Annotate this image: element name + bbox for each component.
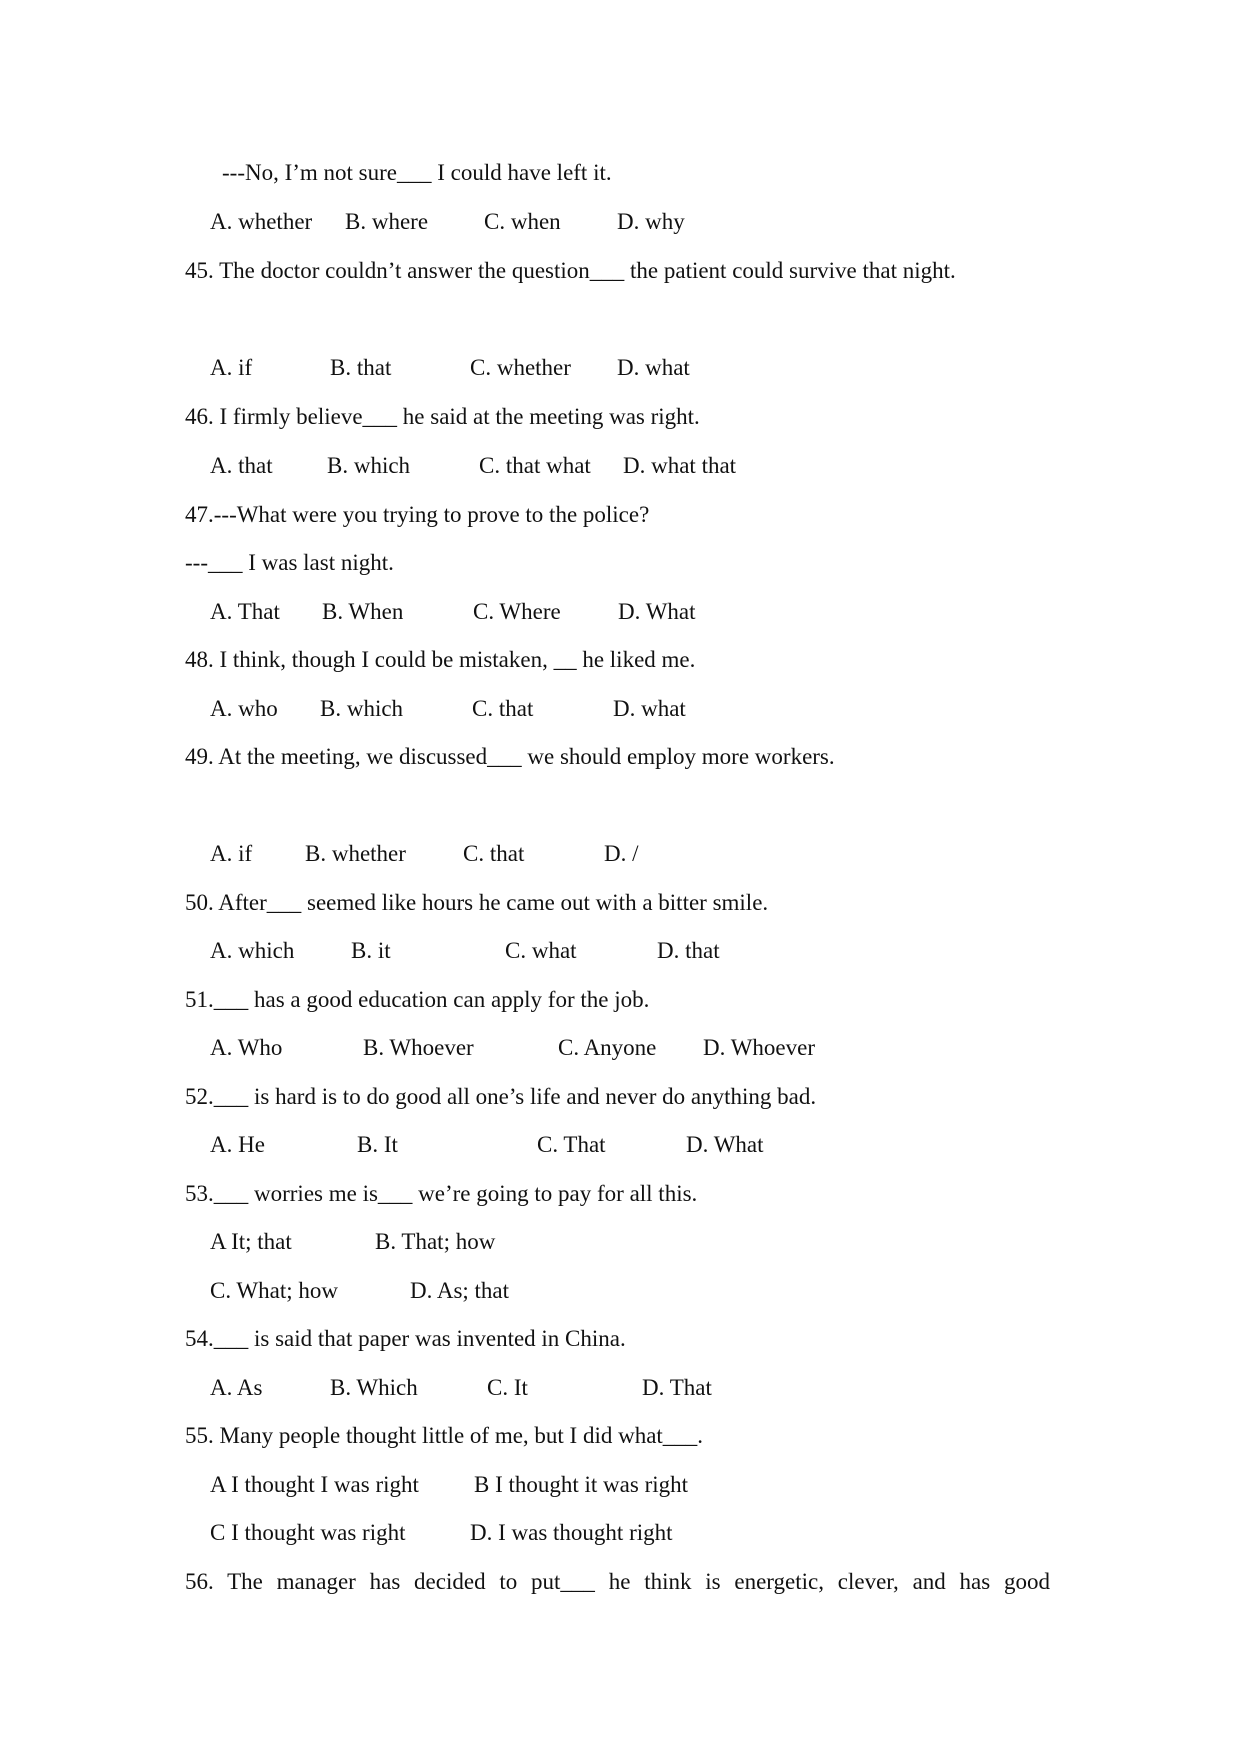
q46-option-b: B. which <box>327 453 411 478</box>
q45-option-d: D. what <box>617 355 690 380</box>
q54-option-c: C. It <box>487 1375 528 1400</box>
q49-option-b: B. whether <box>305 841 406 866</box>
q49-option-d: D. / <box>604 841 639 866</box>
q55-option-d: D. I was thought right <box>470 1520 673 1545</box>
q50-option-d: D. that <box>657 938 720 963</box>
q44-option-d: D. why <box>617 209 685 234</box>
question-49-stem: 49. At the meeting, we discussed___ we should employ more workers. <box>185 744 835 769</box>
q46-option-d: D. what that <box>623 453 737 478</box>
q47-option-d: D. What <box>618 599 696 624</box>
q52-option-d: D. What <box>686 1132 764 1157</box>
q46-option-c: C. that what <box>479 453 591 478</box>
q50-option-a: A. which <box>210 938 295 963</box>
q49-option-a: A. if <box>210 841 253 866</box>
question-47-stem: 47.---What were you trying to prove to the police? <box>185 502 650 527</box>
question-54-stem: 54.___ is said that paper was invented in China. <box>185 1326 626 1351</box>
q51-option-c: C. Anyone <box>558 1035 657 1060</box>
question-55-stem: 55. Many people thought little of me, but I did what___. <box>185 1423 704 1448</box>
q54-option-a: A. As <box>210 1375 263 1400</box>
q45-option-b: B. that <box>330 355 392 380</box>
question-45-stem: 45. The doctor couldn’t answer the question___ the patient could survive that night. <box>185 258 956 283</box>
q48-option-b: B. which <box>320 696 404 721</box>
question-48-stem: 48. I think, though I could be mistaken, __ he liked me. <box>185 647 696 672</box>
q52-option-b: B. It <box>357 1132 398 1157</box>
q55-option-a: A I thought I was right <box>210 1472 419 1497</box>
question-44-continuation: ---No, I’m not sure___ I could have left it. <box>222 160 612 185</box>
question-56-stem: 56. The manager has decided to put___ he think is energetic, clever, and has good <box>185 1569 1050 1594</box>
q52-option-a: A. He <box>210 1132 265 1157</box>
q53-option-a: A It; that <box>210 1229 292 1254</box>
q53-option-c: C. What; how <box>210 1278 338 1303</box>
q49-option-c: C. that <box>463 841 525 866</box>
q48-option-a: A. who <box>210 696 278 721</box>
q54-option-b: B. Which <box>330 1375 418 1400</box>
q47-option-c: C. Where <box>473 599 561 624</box>
q55-option-b: B I thought it was right <box>474 1472 689 1497</box>
q51-option-b: B. Whoever <box>363 1035 474 1060</box>
q44-option-a: A. whether <box>210 209 313 234</box>
q48-option-c: C. that <box>472 696 534 721</box>
q44-option-c: C. when <box>484 209 561 234</box>
q46-option-a: A. that <box>210 453 273 478</box>
q55-option-c: C I thought was right <box>210 1520 406 1545</box>
question-47-stem-answer: ---___ I was last night. <box>185 550 394 575</box>
q54-option-d: D. That <box>642 1375 712 1400</box>
q51-option-d: D. Whoever <box>703 1035 815 1060</box>
question-53-stem: 53.___ worries me is___ we’re going to pay for all this. <box>185 1181 698 1206</box>
q50-option-b: B. it <box>351 938 391 963</box>
question-51-stem: 51.___ has a good education can apply for the job. <box>185 987 650 1012</box>
question-46-stem: 46. I firmly believe___ he said at the meeting was right. <box>185 404 700 429</box>
q47-option-a: A. That <box>210 599 280 624</box>
q51-option-a: A. Who <box>210 1035 283 1060</box>
q52-option-c: C. That <box>537 1132 606 1157</box>
question-50-stem: 50. After___ seemed like hours he came out with a bitter smile. <box>185 890 769 915</box>
q45-option-c: C. whether <box>470 355 571 380</box>
q53-option-b: B. That; how <box>375 1229 496 1254</box>
q53-option-d: D. As; that <box>410 1278 510 1303</box>
q50-option-c: C. what <box>505 938 577 963</box>
q44-option-b: B. where <box>345 209 429 234</box>
q48-option-d: D. what <box>613 696 686 721</box>
question-52-stem: 52.___ is hard is to do good all one’s life and never do anything bad. <box>185 1084 817 1109</box>
q45-option-a: A. if <box>210 355 253 380</box>
q47-option-b: B. When <box>322 599 404 624</box>
